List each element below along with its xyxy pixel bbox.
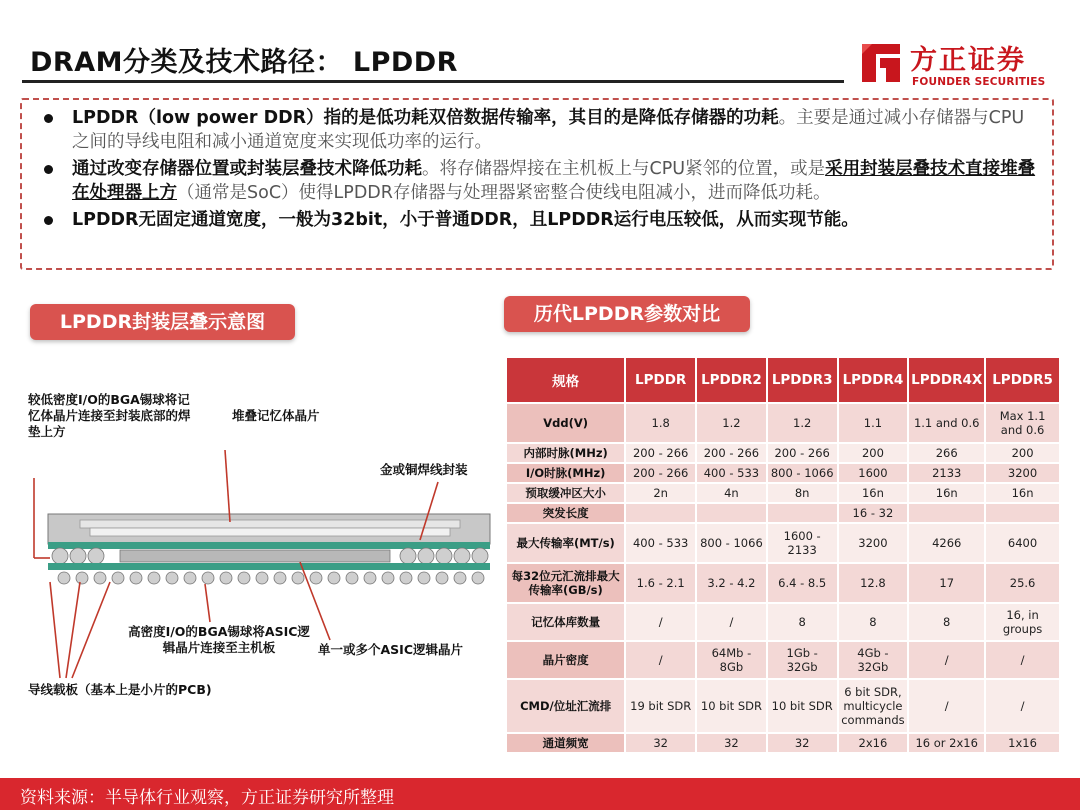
- table-cell: 16, in groups: [986, 604, 1059, 640]
- table-cell: 25.6: [986, 564, 1059, 602]
- table-cell: 4266: [909, 524, 984, 562]
- bullet-text: 。主要是通过减小存储器与CPU之间的导线电阻和减小通道宽度来实现低功率的运行。: [72, 108, 1025, 152]
- label-low-density-bga: 较低密度I/O的BGA锡球将记忆体晶片连接至封装底部的焊垫上方: [28, 392, 191, 439]
- table-cell: 200 - 266: [626, 444, 695, 462]
- table-cell: 12.8: [839, 564, 908, 602]
- label-substrate: 导线载板（基本上是小片的PCB): [28, 682, 212, 697]
- label-stacked-memory: 堆叠记忆体晶片: [232, 408, 320, 423]
- label-wire-bond: 金或铜焊线封装: [380, 462, 468, 477]
- row-header-cell: CMD/位址汇流排: [507, 680, 624, 732]
- table-cell: 16n: [986, 484, 1059, 502]
- table-cell: /: [986, 642, 1059, 678]
- table-row: [507, 464, 1059, 482]
- column-header: LPDDR2: [697, 358, 766, 402]
- table-cell: 200 - 266: [697, 444, 766, 462]
- column-header: LPDDR5: [986, 358, 1059, 402]
- row-header-cell: Vdd(V): [507, 404, 624, 442]
- table-cell: 200: [986, 444, 1059, 462]
- bullet-text: （通常是SoC）使得LPDDR存储器与处理器紧密整合使线电阻减小，进而降低功耗。: [177, 183, 831, 203]
- table-header-row: [507, 358, 1059, 402]
- bullet-underline: 采用封装层叠技术直接堆叠在处理器上方: [72, 159, 1036, 203]
- diagram-section-badge: LPDDR封装层叠示意图: [30, 304, 295, 340]
- table-cell: 1600 - 2133: [768, 524, 837, 562]
- bullet-item: [42, 208, 1038, 232]
- logo-english-text: FOUNDER SECURITIES: [912, 76, 1046, 88]
- table-cell: 10 bit SDR: [697, 680, 766, 732]
- table-cell: 8: [909, 604, 984, 640]
- table-cell: 4n: [697, 484, 766, 502]
- table-cell: 3200: [839, 524, 908, 562]
- page-title: DRAM分类及技术路径： LPDDR: [30, 47, 458, 78]
- table-row: [507, 444, 1059, 462]
- table-cell: 400 - 533: [697, 464, 766, 482]
- column-header: 规格: [507, 358, 624, 402]
- table-cell: 16n: [839, 484, 908, 502]
- bullet-item: [42, 106, 1038, 154]
- bullet-emphasis: 通过改变存储器位置或封装层叠技术降低功耗: [72, 159, 422, 179]
- table-cell: 1Gb - 32Gb: [768, 642, 837, 678]
- table-cell: 1.8: [626, 404, 695, 442]
- table-cell: 1600: [839, 464, 908, 482]
- table-cell: Max 1.1 and 0.6: [986, 404, 1059, 442]
- table-cell: 19 bit SDR: [626, 680, 695, 732]
- row-header-cell: 内部时脉(MHz): [507, 444, 624, 462]
- column-header: LPDDR3: [768, 358, 837, 402]
- table-cell: 64Mb - 8Gb: [697, 642, 766, 678]
- table-row: [507, 604, 1059, 640]
- footer-bar: [0, 778, 1080, 810]
- table-row: [507, 734, 1059, 752]
- founder-logo: [858, 38, 1058, 94]
- source-note: 资料来源：半导体行业观察，方正证券研究所整理: [20, 788, 394, 808]
- table-row: [507, 484, 1059, 502]
- row-header-cell: I/O时脉(MHz): [507, 464, 624, 482]
- bullet-dot-icon: [44, 114, 53, 123]
- table-cell: [768, 504, 837, 522]
- bullet-emphasis: LPDDR无固定通道宽度，一般为32bit，小于普通DDR，且LPDDR运行电压较低，从而实现节能。: [72, 210, 859, 230]
- row-header-cell: 记忆体库数量: [507, 604, 624, 640]
- bullet-dot-icon: [44, 216, 53, 225]
- label-asic-die: 单一或多个ASIC逻辑晶片: [318, 642, 464, 657]
- table-cell: /: [697, 604, 766, 640]
- table-cell: 6400: [986, 524, 1059, 562]
- table-cell: 2133: [909, 464, 984, 482]
- table-cell: /: [909, 642, 984, 678]
- bullet-item: [42, 157, 1038, 205]
- row-header-cell: 通道频宽: [507, 734, 624, 752]
- table-cell: 1.6 - 2.1: [626, 564, 695, 602]
- bullet-dot-icon: [44, 165, 53, 174]
- table-cell: 400 - 533: [626, 524, 695, 562]
- label-high-density-bga: 高密度I/O的BGA锡球将ASIC逻辑晶片连接至主机板: [128, 624, 310, 655]
- table-row: [507, 680, 1059, 732]
- table-cell: /: [626, 642, 695, 678]
- row-header-cell: 最大传输率(MT/s): [507, 524, 624, 562]
- table-cell: 16 - 32: [839, 504, 908, 522]
- table-cell: 16 or 2x16: [909, 734, 984, 752]
- logo-chinese-text: 方正证券: [910, 45, 1026, 76]
- table-cell: 266: [909, 444, 984, 462]
- row-header-cell: 预取缓冲区大小: [507, 484, 624, 502]
- table-cell: 8: [839, 604, 908, 640]
- table-row: [507, 404, 1059, 442]
- row-header-cell: 突发长度: [507, 504, 624, 522]
- table-cell: 200 - 266: [768, 444, 837, 462]
- table-cell: 800 - 1066: [697, 524, 766, 562]
- table-cell: 6 bit SDR, multicycle commands: [839, 680, 908, 732]
- table-cell: 200 - 266: [626, 464, 695, 482]
- table-row: [507, 524, 1059, 562]
- table-cell: [626, 504, 695, 522]
- table-cell: 17: [909, 564, 984, 602]
- table-cell: [986, 504, 1059, 522]
- table-cell: 1.2: [697, 404, 766, 442]
- bullet-text: 。将存储器焊接在主机板上与CPU紧邻的位置，或是: [422, 159, 826, 179]
- table-cell: 8n: [768, 484, 837, 502]
- table-cell: 4Gb - 32Gb: [839, 642, 908, 678]
- table-cell: /: [986, 680, 1059, 732]
- row-header-cell: 晶片密度: [507, 642, 624, 678]
- table-row: [507, 642, 1059, 678]
- table-cell: 1.2: [768, 404, 837, 442]
- lpddr-parameter-table: [505, 356, 1061, 754]
- table-cell: 1.1 and 0.6: [909, 404, 984, 442]
- table-cell: /: [626, 604, 695, 640]
- table-cell: 2x16: [839, 734, 908, 752]
- table-cell: 32: [768, 734, 837, 752]
- table-cell: /: [909, 680, 984, 732]
- table-cell: 16n: [909, 484, 984, 502]
- package-stack-diagram: [20, 370, 505, 710]
- table-cell: 1x16: [986, 734, 1059, 752]
- table-cell: 3.2 - 4.2: [697, 564, 766, 602]
- table-body: [507, 404, 1059, 752]
- bullet-emphasis: LPDDR（low power DDR）指的是低功耗双倍数据传输率，其目的是降低存储器的功耗: [72, 108, 779, 128]
- column-header: LPDDR4X: [909, 358, 984, 402]
- table-cell: 200: [839, 444, 908, 462]
- table-cell: 800 - 1066: [768, 464, 837, 482]
- row-header-cell: 每32位元汇流排最大传输率(GB/s): [507, 564, 624, 602]
- table-cell: 10 bit SDR: [768, 680, 837, 732]
- table-section-badge: 历代LPDDR参数对比: [504, 296, 750, 332]
- summary-box: [20, 98, 1054, 270]
- table-cell: [697, 504, 766, 522]
- title-divider: [22, 80, 844, 83]
- table-cell: 32: [697, 734, 766, 752]
- table-cell: 32: [626, 734, 695, 752]
- table-row: [507, 564, 1059, 602]
- table-cell: 2n: [626, 484, 695, 502]
- table-row: [507, 504, 1059, 522]
- founder-logo-icon: [858, 40, 904, 86]
- table-cell: 1.1: [839, 404, 908, 442]
- table-cell: 8: [768, 604, 837, 640]
- column-header: LPDDR4: [839, 358, 908, 402]
- column-header: LPDDR: [626, 358, 695, 402]
- table-cell: [909, 504, 984, 522]
- table-cell: 3200: [986, 464, 1059, 482]
- table-cell: 6.4 - 8.5: [768, 564, 837, 602]
